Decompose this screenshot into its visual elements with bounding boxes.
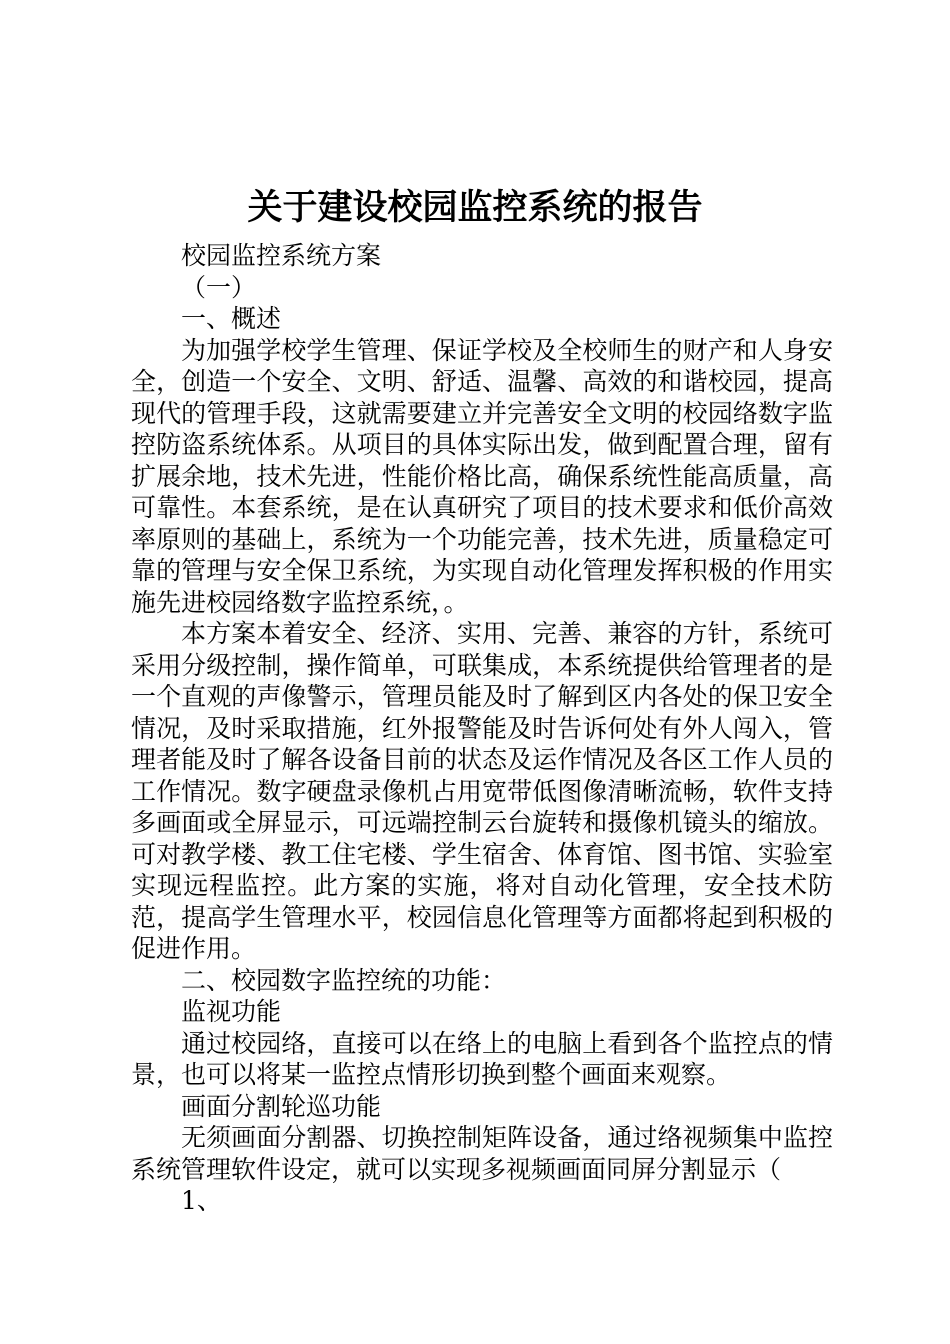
paragraph-split-screen: 无须画面分割器、切换控制矩阵设备，通过络视频集中监控系统管理软件设定，就可以实现多视频画面同屏分割显示（ [131,1123,833,1184]
paragraph-monitoring: 通过校园络，直接可以在络上的电脑上看到各个监控点的情景，也可以将某一监控点情形切换到整个画面来观察。 [131,1028,833,1089]
section-number: （一） [181,272,257,302]
document-body [131,240,833,1217]
paragraph-overview: 为加强学校学生管理、保证学校及全校师生的财产和人身安全，创造一个安全、文明、舒适、温馨、高效的和谐校园，提高现代的管理手段，这就需要建立并完善安全文明的校园络数字监控防盗系统体系。从项目的具体实际出发，做到配置合理，留有扩展余地，技术先进，性能价格比高，确保系统性能高质量，高可靠性。本套系统，是在认真研究了项目的技术要求和低价高效率原则的基础上，系统为一个功能完善，技术先进，质量稳定可靠的管理与安全保卫系统，为实现自动化管理发挥积极的作用实施先进校园络数字监控系统，。 [131,335,833,617]
document-title: 关于建设校园监控系统的报告 [247,187,703,228]
list-item-number: 1、 [181,1186,222,1215]
section-heading-functions: 二、校园数字监控统的功能： [181,965,507,995]
subheading-split-screen: 画面分割轮巡功能 [181,1091,382,1121]
section-heading-scheme: 校园监控系统方案 [181,241,382,270]
paragraph-plan: 本方案本着安全、经济、实用、完善、兼容的方针，系统可采用分级控制，操作简单，可联集成，本系统提供给管理者的是一个直观的声像警示，管理员能及时了解到区内各处的保卫安全情况，及时采取措施，红外报警能及时告诉何处有外人闯入，管理者能及时了解各设备目前的状态及运作情况及各区工作人员的工作情况。数字硬盘录像机占用宽带低图像清晰流畅，软件支持多画面或全屏显示，可远端控制云台旋转和摄像机镜头的缩放。可对教学楼、教工住宅楼、学生宿舍、体育馆、图书馆、实验室实现远程监控。此方案的实施，将对自动化管理，安全技术防范，提高学生管理水平，校园信息化管理等方面都将起到积极的促进作用。 [131,619,833,963]
section-heading-overview: 一、概述 [181,304,282,333]
subheading-monitoring: 监视功能 [181,997,282,1026]
